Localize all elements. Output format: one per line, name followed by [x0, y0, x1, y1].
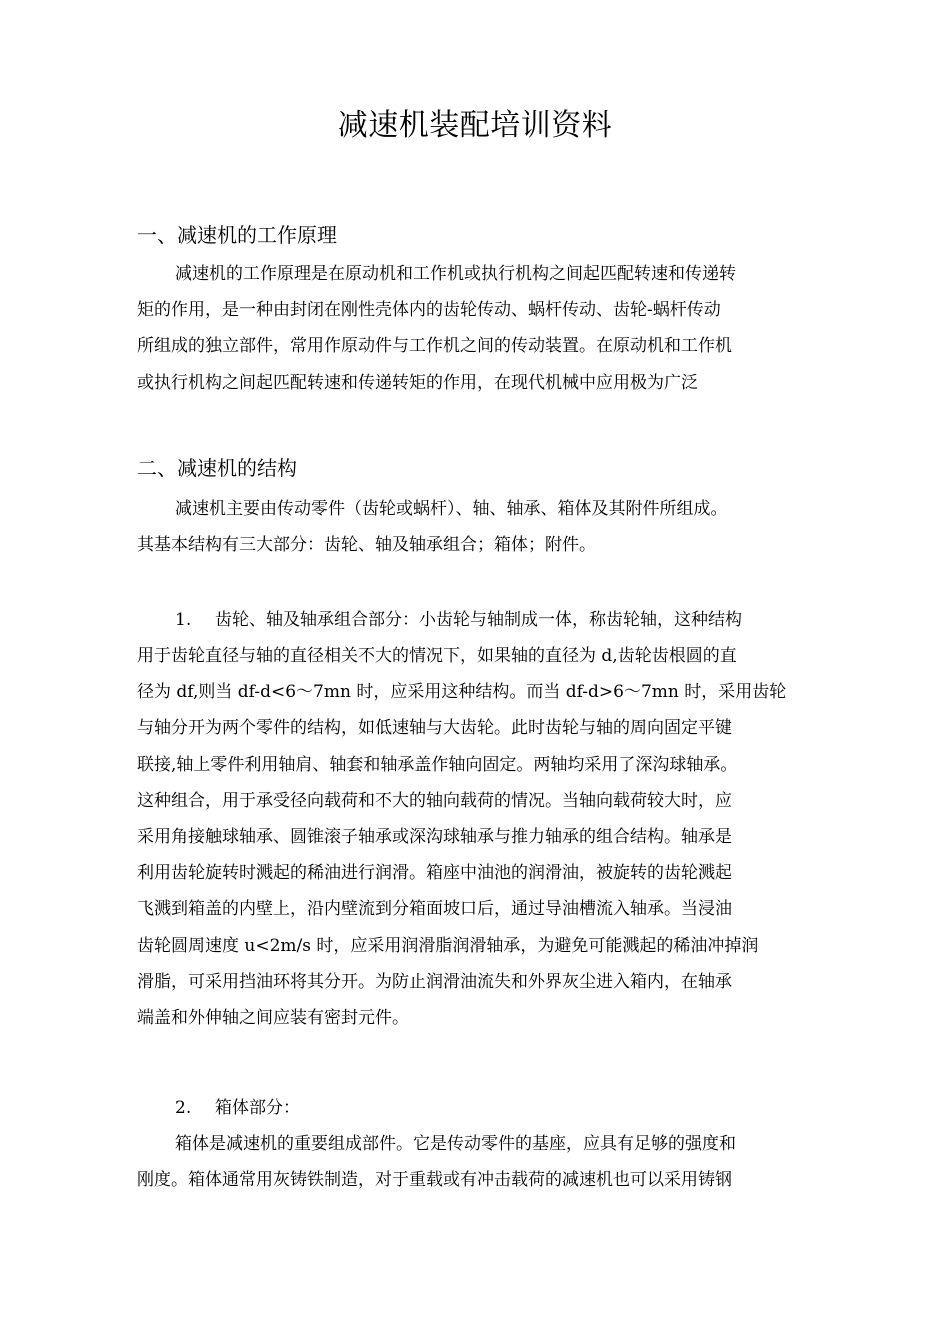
paragraph-line: 其基本结构有三大部分：齿轮、轴及轴承组合；箱体；附件。	[137, 535, 596, 556]
paragraph-line: 减速机的工作原理是在原动机和工作机或执行机构之间起匹配转速和传递转	[175, 264, 736, 284]
paragraph-line: 所组成的独立部件，常用作原动件与工作机之间的传动装置。在原动机和工作机	[137, 336, 732, 357]
paragraph-line: 利用齿轮旋转时溅起的稀油进行润滑。箱座中油池的润滑油，被旋转的齿轮溅起	[137, 863, 732, 884]
paragraph-line: 用于齿轮直径与轴的直径相关不大的情况下，如果轴的直径为 d,齿轮齿根圆的直	[137, 646, 737, 666]
paragraph-line: 齿轮圆周速度 u<2m/s 时，应采用润滑脂润滑轴承，为避免可能溅起的稀油冲掉润	[137, 935, 759, 956]
section-paragraph-principle	[137, 256, 823, 401]
section-heading-principle: 一、减速机的工作原理	[137, 223, 337, 247]
section-paragraph-structure	[137, 491, 823, 563]
paragraph-line: 径为 df,则当 df-d<6～7mn 时，应采用这种结构。而当 df-d>6～7mn 时，采用齿轮	[137, 682, 787, 703]
list-item-head-text: 箱体部分：	[215, 1098, 300, 1118]
paragraph-line: 飞溅到箱盖的内壁上，沿内壁流到分箱面坡口后，通过导油槽流入轴承。当浸油	[137, 899, 732, 920]
paragraph-line: 端盖和外伸轴之间应装有密封元件。	[137, 1008, 409, 1029]
paragraph-line: 这种组合，用于承受径向载荷和不大的轴向载荷的情况。当轴向载荷较大时，应	[137, 790, 732, 811]
paragraph-line: 矩的作用，是一种由封闭在刚性壳体内的齿轮传动、蜗杆传动、齿轮-蜗杆传动	[137, 300, 721, 321]
paragraph-line: 与轴分开为两个零件的结构，如低速轴与大齿轮。此时齿轮与轴的周向固定平键	[137, 718, 732, 739]
paragraph-line: 或执行机构之间起匹配转速和传递转矩的作用，在现代机械中应用极为广泛	[137, 372, 698, 393]
paragraph-line: 减速机主要由传动零件（齿轮或蜗杆）、轴、轴承、箱体及其附件所组成。	[175, 499, 728, 519]
paragraph-line: 刚度。箱体通常用灰铸铁制造，对于重载或有冲击载荷的减速机也可以采用铸钢	[137, 1170, 732, 1191]
list-item-body-gears	[137, 638, 823, 1036]
list-item-heading-gears	[175, 602, 742, 638]
list-item-number: 1.	[175, 610, 192, 630]
section-heading-structure: 二、减速机的结构	[137, 456, 297, 480]
document-title: 减速机装配培训资料	[337, 108, 613, 143]
paragraph-line: 联接,轴上零件利用轴肩、轴套和轴承盖作轴向固定。两轴均采用了深沟球轴承。	[137, 754, 738, 775]
paragraph-line: 滑脂，可采用挡油环将其分开。为防止润滑油流失和外界灰尘进入箱内，在轴承	[137, 971, 732, 992]
list-item-body-housing	[137, 1126, 823, 1198]
list-item-number: 2.	[175, 1098, 192, 1118]
list-item-head-text: 齿轮、轴及轴承组合部分：小齿轮与轴制成一体，称齿轮轴，这种结构	[215, 610, 742, 630]
list-item-heading-housing	[175, 1090, 300, 1126]
paragraph-line: 箱体是减速机的重要组成部件。它是传动零件的基座，应具有足够的强度和	[175, 1134, 736, 1154]
paragraph-line: 采用角接触球轴承、圆锥滚子轴承或深沟球轴承与推力轴承的组合结构。轴承是	[137, 827, 732, 848]
